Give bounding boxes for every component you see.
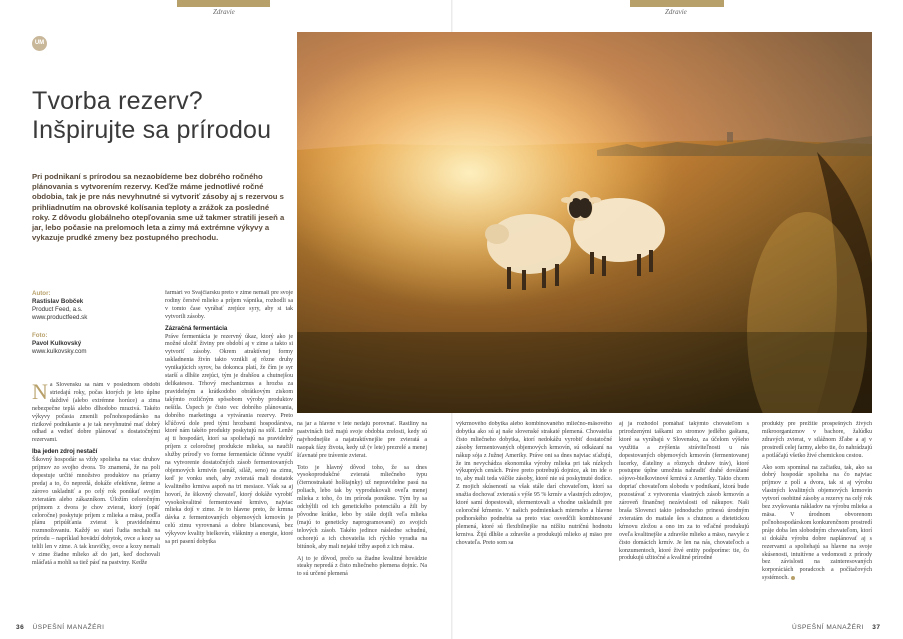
article-column-4 (456, 421, 612, 616)
magazine-badge: UM (32, 36, 47, 51)
article-column-2 (165, 290, 293, 616)
article-column-5 (619, 421, 749, 616)
article-column-1 (32, 382, 160, 616)
drop-cap: N (32, 382, 48, 404)
article-photo (297, 32, 872, 413)
section-label-right: Zdravie (665, 8, 687, 16)
sheep-sunset-photo (297, 32, 872, 413)
section-tab-left (177, 0, 270, 7)
subheading-2: Zázračná fermentácia (165, 324, 228, 332)
section-label-left: Zdravie (213, 8, 235, 16)
article-column-6 (762, 421, 872, 616)
column-2-paragraph-2: Práve fermentácia je rezervný úkaz, ktorý ako je možné uložiť živiny pre období aj v zime a takto si vytvoriť zásoby. Okrem atraktívnej formy uskladnenia živín takto vznikli aj rôzne druhy vynikajúcich syrov, ba dokonca platí, že čím je syr starší a dlhšie zrejúci, tým je drahšou a chutnejšou delikatesou. Trhový mechanizmus a hrozba za pravidelným a krátkodobo obrátkovým ziskom takýmto rozličným spôsobom výroby produktov nešítla. Úspech je čisto vec dobrého plánovania, dobrého marketingu a vytvárania rezervy. Preto kľúčovú dole pred tými hrozbami hospodárstva, ktoré nám takéto produkty poskytujú na stôl. Lenže aj ti hospodári, ktorí sa spoliehajú na pravidelný príjem z celoročnej produkcie mlieka, sa naučili služby príroďy vo forme fermentácie účinne využiť na vytvorenie dostatočných zásob fermentovaných objemových krmivín (senáž, siláž, seno) na zimu, keď je vonku sneh, aby zvieratá mali dostatok kvalitného krmiva aspoň na tri mesiace. Však sa aj hovorí, že šikovný chovateľ, ktorý dokáže vyrobiť vysokokvalitné fermentované krmivo, najviac mlieka dojí v zime. Je to hlavne preto, že krmna dávka z fermentovaných objemových krmovín je celú zimu vyrovnaná a dobre bilancovaná, bez výkyvov kvality bielkovín, vlákniny a energie, ktoré sa pri pasení dobytka (165, 333, 293, 546)
article-end-mark (791, 576, 795, 580)
author-company: Product Feed, a.s. (32, 306, 83, 313)
page-number-right: 37 (872, 624, 881, 631)
article-column-3 (297, 421, 427, 616)
page-number-left: 36 (16, 624, 25, 631)
magazine-name-left: ÚSPEŠNÍ MANAŽÉRI (32, 624, 105, 631)
footer-right (792, 624, 880, 631)
author-label: Autor: (32, 290, 51, 297)
magazine-name-right: ÚSPEŠNÍ MANAŽÉRI (792, 624, 864, 631)
column-1-paragraph-1: a Slovensku sa nám v poslednom období striedajú roky, počas ktorých je leto úplne daždivé (alebo extrémne horúce) a zima nebezpečne teplá alebo dlhodobo mrazivá. Takéto výkyvy počasia zmenili poľnohospodársko na rizikové podnikanie a je tak nevyhnutné mať dobrý odhad a vedieť dobre plánovať s dostatočnými rezervami. (32, 382, 160, 444)
column-2-paragraph-1: farmári vo Švajčiarsku preto v zime nemali pre svoje rodiny čerstvé mlieko a príjem vápnika, rozhodli sa v tomto čase vyrábať zrejúce syry, aby si tak vytvorili zásoby. (165, 290, 293, 320)
column-3-paragraph-2: Toto je hlavný dôvod toho, že sa dnes vysokoprodukčné zvieratá mliečneho typu (čiernostrakaté holštajnky) už nepravidelne pasú na poliach, lebo tak by vyprodukovali oveľa menej mlieka z toho, čo im príroda ponúkne. Tým by sa odchýlili od ich genetického potenciálu a žili by pôvodne krátke, lebo by stále dojili veľa mlieka (majú to geneticky naprogramované) zo svojich telových zásob. Takéto jedince následne schudnú, ochorejú a ich chovatelia ich rýchlo vyradia na bitúnok, aby mali nejaké tržby aspoň z ich mäsa. (297, 464, 427, 550)
column-3-paragraph-1: na jar a hlavne v lete nedajú porovnať. Rastliny na pastvinách tiež majú svoje obdobia zrelosti, kedy sú najvhodnejšie a najatraktívnejšie pre zvieratá a naopak fázy životа, kedy už (v lete) prezrelé a menej šťavnaté pre trávenie zvierat. (297, 421, 427, 459)
column-4-paragraph-1: výkrmového dobytka alebo kombinovaného mliečno-mäsového dobytka ako sú aj naše slovenské strakaté plemená. Chovatelia čisto mliečneho dobytka, ktorí nedokážu vyrobiť dostatočné zásoby fermentovaných objemových krmovín, sú odkázaní na nákup sója z Južnej Ameriky. Práve oni sa dnes najviac sťažujú, že im nevychádza ekonomika výroby mlieka pri tak nízkych výkupných cenách. Práve preto potrebujú dojnice, ak im ide o to, aby mali teda väčšie zásoby, ktoré nie sú poskytnuté dodíce. Z mojich skúseností sa však stále darí chovateľom, ktorí sa snažia dochovať zvieratá s výše 95 % krmív a vlastných zdrojov, ktoré samí dopestovali, sfermentovali a vhodne uskladnili pre celoročné kŕmenie. V našich podmienkach mierneho a hlavne podhorského podnebia sa preto viac osvedčili kombinované plemená, ktoré sú flexibilnejšie na nižšiu nutričnú hodnotu krmiva. Žijú dlhšie a zdravšie a produkujú mlieko aj mäso pre chovateľa. Preto som sa (456, 421, 612, 546)
article-title-line-1: Tvorba rezerv? (32, 87, 203, 115)
subheading-1: Iba jeden zdroj nestačí (32, 448, 98, 456)
credits (32, 290, 152, 356)
column-3-paragraph-3: Aj to je dôvod, prečo sa žiadne kvalitné hovädzie steaky nepredá z čisto mliečneho plemena dojníc. Na to sú určené plemená (297, 555, 427, 578)
column-6-paragraph-2: Ako som spomínal na začiatku, tak, ako sa dobrý hospodár spolieha na čo najviac príjmov z polí a dvora, tak si aj výrobu vlastných kvalitných objemových krmovín vytvorí osobitné zásoby a rezervy na celý rok bez zvyšovania nákladov na výrobu mlieka a mäsa. V úrodnom obvorenom poľnohospodárskom konkurenčnom prostredí práje doba len slobodným chovateľom, ktorí si dokážu výrobu dobre naplánovať aj s rezervami a spoliehajú sa hlavne na svoje skúsenosti, intuitívne a vedomosti z prírody bez závislosti na zainteresovaných korporáciách poradcoch a počítačových systémoch. (762, 464, 872, 582)
article-title-line-2: Inšpirujte sa prírodou (32, 116, 272, 144)
photographer-name: Pavol Kulkovský (32, 340, 82, 347)
footer-left (16, 624, 104, 631)
section-tab-right (630, 0, 724, 7)
article-lead: Pri podnikaní s prírodou sa nezaobídeme bez dobrého ročného plánovania s vytvorením rezervy. Keďže máme jednotlivé ročné obdobia, tak je pre nás nevyhnutné si vytvoriť zásoby aj s rezervou s prihliadnutím na obrovské kolísania teploty a zrážok za posledné roky. Z dôvodu globálneho otepľovania sme už takmer stratili jeseň a jar, lebo počasie na prelomoch leta a zimy má extrémne výkyvy a vykazuje prudké zmeny bez postupného prechodu. (32, 172, 285, 243)
column-5-paragraph-1: aj ja rozhodol pomáhať takýmto chovateľom s prirodzenými taškami zo stromov jedlého gaštanu, ktoré sa vyrábajú v Slovensku, za účelom výšeho využitia a zvýšenia stráviteľnosti u nás dopestovaných objemových krmovín (fermentovanej lucerky, ďateliny a rôznych druhov tráv), ktoré postupne úplne umožnia nahradiť drahé dovážané sójovo-bielkovinové krmivá z Ameriky. Takto chcem dopriať chovateľom slobodu v podnikaní, ktorá bude pozostávať z vytvorenia vlastných zásob krmovín a zároveň finančnej nezávislosti od nákupov. Naši braša Slovenci takto jednoducho prinesú úrodným zvieratám do matiale šes s chutnou a dietetickou kŕmovu zložou a ono im za to vďačné produkujú oveľa kvalitnejšie a zdravšie mlieko a mäso, navyše z čisto domácich krmív. Je len na nás, chovateľoch a konzumentoch, ktoré živé entity podporíme: tie, čo produkujú užitočné a kvalitné prírodné (619, 421, 749, 562)
photographer-website: www.kulkovsky.com (32, 348, 87, 355)
author-name: Rastislav Bobček (32, 298, 84, 305)
article-title (32, 87, 294, 145)
author-website: www.productfeed.sk (32, 314, 88, 321)
column-1-paragraph-2: Šikovný hospodár sa vždy spoliehа na viac druhov príjmov zo svojho dvora. To znamená, že na poli dopestuje určité množstvo produktov na príamy predaj a to, čo nepredá, dokáže efektívne, šetrne a zárovo uskladniť a po celý rok ponúkať svojim zvieratám alebo zákazníkom. Úložím celoročným príjmom z dvora je chov zvierat, ktorý (opäť celoročne) poskytuje príjem z mlieka a mäsa, podľa plánu pripúšťania zvierat k pravidelnému rozmnožovaniu. Každý so starí ľudia nechali na prírodu – napríklad hovädzí dobytok, ovce a kozy sa telili len v zime. A tak kravičky, ovce a kozy nemali v zime žiadne mlieko až do jari, keď dochovali mláďatá a mohli sa tiež pásť na pastviny. Kedže (32, 457, 160, 566)
photo-credit-label: Foto: (32, 332, 48, 339)
column-6-paragraph-1: produkty pre prežitie prospešných živých mikroorganizmov v bachore, žalúdku zdravých zvierat, v silážnom žľabe a aj v prostredí celej farmy, alebo tie, čo nahrádzajú a potláčajú všetko živé chemickou cestou. (762, 421, 872, 459)
